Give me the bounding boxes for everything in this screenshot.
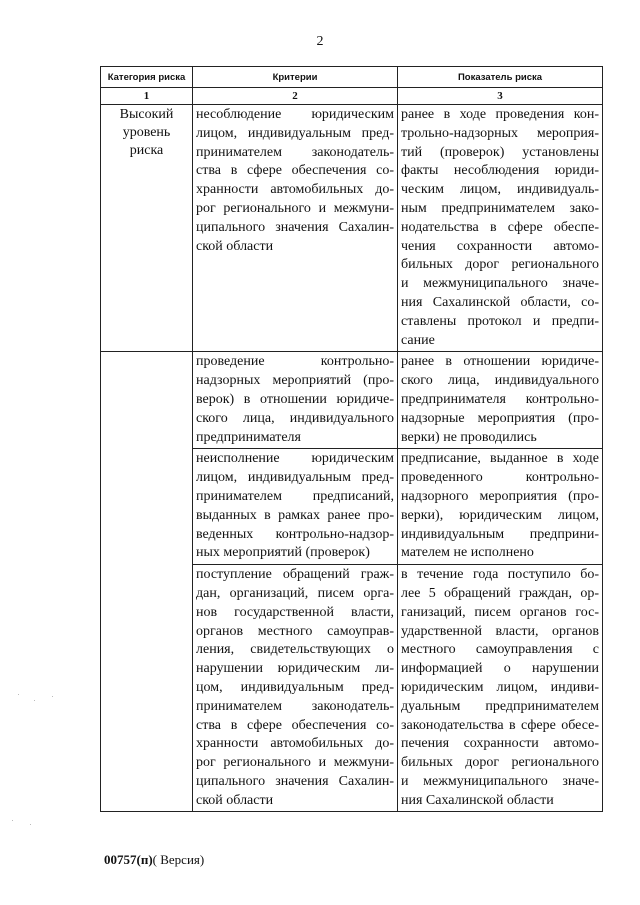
criteria-line: лицом, индивидуальным пред- <box>196 470 394 486</box>
criteria-line: ципального значения Сахалин- <box>196 773 394 789</box>
criteria-line: дан, организаций, писем орга- <box>196 585 394 601</box>
criteria-line: верок) в отношении юридиче- <box>196 391 394 407</box>
criteria-line: нарушении юридическим ли- <box>196 661 394 677</box>
criteria-line: несоблюдение юридическим <box>196 107 394 122</box>
header-criteria: Критерии <box>193 67 398 88</box>
indicator-cell <box>398 565 603 812</box>
indicator-line: ского лица, индивидуального <box>401 373 599 389</box>
criteria-cell <box>193 449 398 565</box>
indicator-line: ганизаций, писем органов гос- <box>401 604 599 620</box>
indicator-line: и межмуниципального значе- <box>401 773 599 789</box>
indicator-line: в течение года поступило бо- <box>401 567 599 583</box>
indicator-line: ударственной власти, органов <box>401 623 599 639</box>
page-number: 2 <box>316 34 324 49</box>
indicator-cell <box>398 105 603 352</box>
criteria-line: хранности автомобильных до- <box>196 182 394 198</box>
indicator-line: проведенного контрольно- <box>401 470 599 486</box>
risk-category-line: риска <box>129 143 164 158</box>
criteria-line: ства в сфере обеспечения со- <box>196 717 394 733</box>
indicator-line: предписание, выданное в ходе <box>401 451 599 467</box>
table-row <box>101 105 603 352</box>
criteria-cell <box>193 105 398 352</box>
indicator-line: мателем не исполнено <box>401 545 534 561</box>
scan-speck <box>30 824 31 825</box>
indicator-line: верки), юридическим лицом, <box>401 507 599 523</box>
indicator-line: юридическим лицом, индиви- <box>401 679 599 695</box>
document-code: 00757(п) <box>104 852 153 867</box>
indicator-line: нодательства в сфере обеспе- <box>401 219 599 235</box>
criteria-cell <box>193 565 398 812</box>
indicator-line: индивидуальным предприни- <box>401 526 599 542</box>
criteria-line: цом, индивидуальным пред- <box>196 679 394 695</box>
criteria-line: рог регионального и межмуни- <box>196 200 394 216</box>
criteria-line: проведение контрольно- <box>196 354 394 370</box>
criteria-line: ных мероприятий (проверок) <box>196 545 370 561</box>
indicator-line: ранее в отношении юридиче- <box>401 354 599 370</box>
indicator-line: дуальным предпринимателем <box>401 698 599 714</box>
indicator-line: надзорного мероприятия (про- <box>401 488 599 504</box>
indicator-line: ния Сахалинской области <box>401 792 554 808</box>
indicator-line: трольно-надзорных мероприя- <box>401 125 599 141</box>
document-footer <box>104 852 204 868</box>
criteria-line: поступление обращений граж- <box>196 567 394 583</box>
criteria-line: надзорных мероприятий (про- <box>196 373 394 389</box>
indicator-line: предпринимателя контрольно- <box>401 391 599 407</box>
indicator-line: верки) не проводились <box>401 429 537 445</box>
indicator-line: законодательства в сфере обесе- <box>401 717 599 733</box>
criteria-line: предпринимателя <box>196 429 301 445</box>
criteria-line: ципального значения Сахалин- <box>196 219 394 235</box>
criteria-line: ской области <box>196 238 274 254</box>
criteria-line: нов государственной власти, <box>196 604 394 620</box>
empty-category-cell <box>101 352 193 812</box>
risk-category-line: Высокий <box>119 107 174 122</box>
indicator-line: ным предпринимателем зако- <box>401 200 599 216</box>
indicator-line: факты несоблюдения юриди- <box>401 163 599 179</box>
criteria-cell <box>193 352 398 449</box>
indicator-cell <box>398 449 603 565</box>
scan-speck <box>52 696 53 697</box>
criteria-line: ского лица, индивидуального <box>196 410 394 426</box>
indicator-line: надзорные мероприятия (про- <box>401 410 599 426</box>
document-version: ( Версия) <box>152 852 205 867</box>
header-risk-category: Категория риска <box>101 67 193 88</box>
table-header-row <box>101 67 603 88</box>
criteria-line: принимателем законодатель- <box>196 144 394 160</box>
indicator-line: ческим лицом, индивидуаль- <box>401 182 599 198</box>
criteria-line: рог регионального и межмуни- <box>196 755 394 771</box>
indicator-line: печения сохранности автомо- <box>401 736 599 752</box>
header-risk-indicator: Показатель риска <box>398 67 603 88</box>
risk-category-cell <box>101 105 193 352</box>
indicator-line: бильных дорог регионального <box>401 257 599 273</box>
indicator-line: ставлены протокол и предпи- <box>401 313 599 329</box>
indicator-line: ния Сахалинской области, со- <box>401 294 599 310</box>
indicator-line: и межмуниципального значе- <box>401 276 599 292</box>
criteria-line: органов местного самоуправ- <box>196 623 394 639</box>
column-number: 2 <box>193 88 398 105</box>
criteria-line: хранности автомобильных до- <box>196 736 394 752</box>
risk-category-line: уровень <box>122 125 171 140</box>
criteria-line: лицом, индивидуальным пред- <box>196 125 394 141</box>
column-number-row <box>101 88 603 105</box>
indicator-line: тий (проверок) установлены <box>401 144 599 160</box>
criteria-line: неисполнение юридическим <box>196 451 394 467</box>
indicator-line: бильных дорог регионального <box>401 755 599 771</box>
indicator-line: сание <box>401 332 435 348</box>
indicator-cell <box>398 352 603 449</box>
indicator-line: лее 5 обращений граждан, ор- <box>401 585 599 601</box>
column-number: 1 <box>101 88 193 105</box>
risk-table <box>100 66 603 812</box>
criteria-line: веденных контрольно-надзор- <box>196 526 394 542</box>
criteria-line: ской области <box>196 792 274 808</box>
criteria-line: принимателем законодатель- <box>196 698 394 714</box>
scan-speck <box>12 820 13 821</box>
indicator-line: чения сохранности автомо- <box>401 238 599 254</box>
criteria-line: ства в сфере обеспечения со- <box>196 163 394 179</box>
column-number: 3 <box>398 88 603 105</box>
indicator-line: местного самоуправления с <box>401 642 599 658</box>
criteria-line: принимателем предписаний, <box>196 488 394 504</box>
indicator-line: информацией о нарушении <box>401 661 599 677</box>
indicator-line: ранее в ходе проведения кон- <box>401 107 599 122</box>
criteria-line: выданных в рамках ранее про- <box>196 507 394 523</box>
scan-speck <box>18 694 19 695</box>
criteria-line: ления, свидетельствующих о <box>196 642 394 658</box>
scan-speck <box>34 700 35 701</box>
table-row <box>101 352 603 449</box>
